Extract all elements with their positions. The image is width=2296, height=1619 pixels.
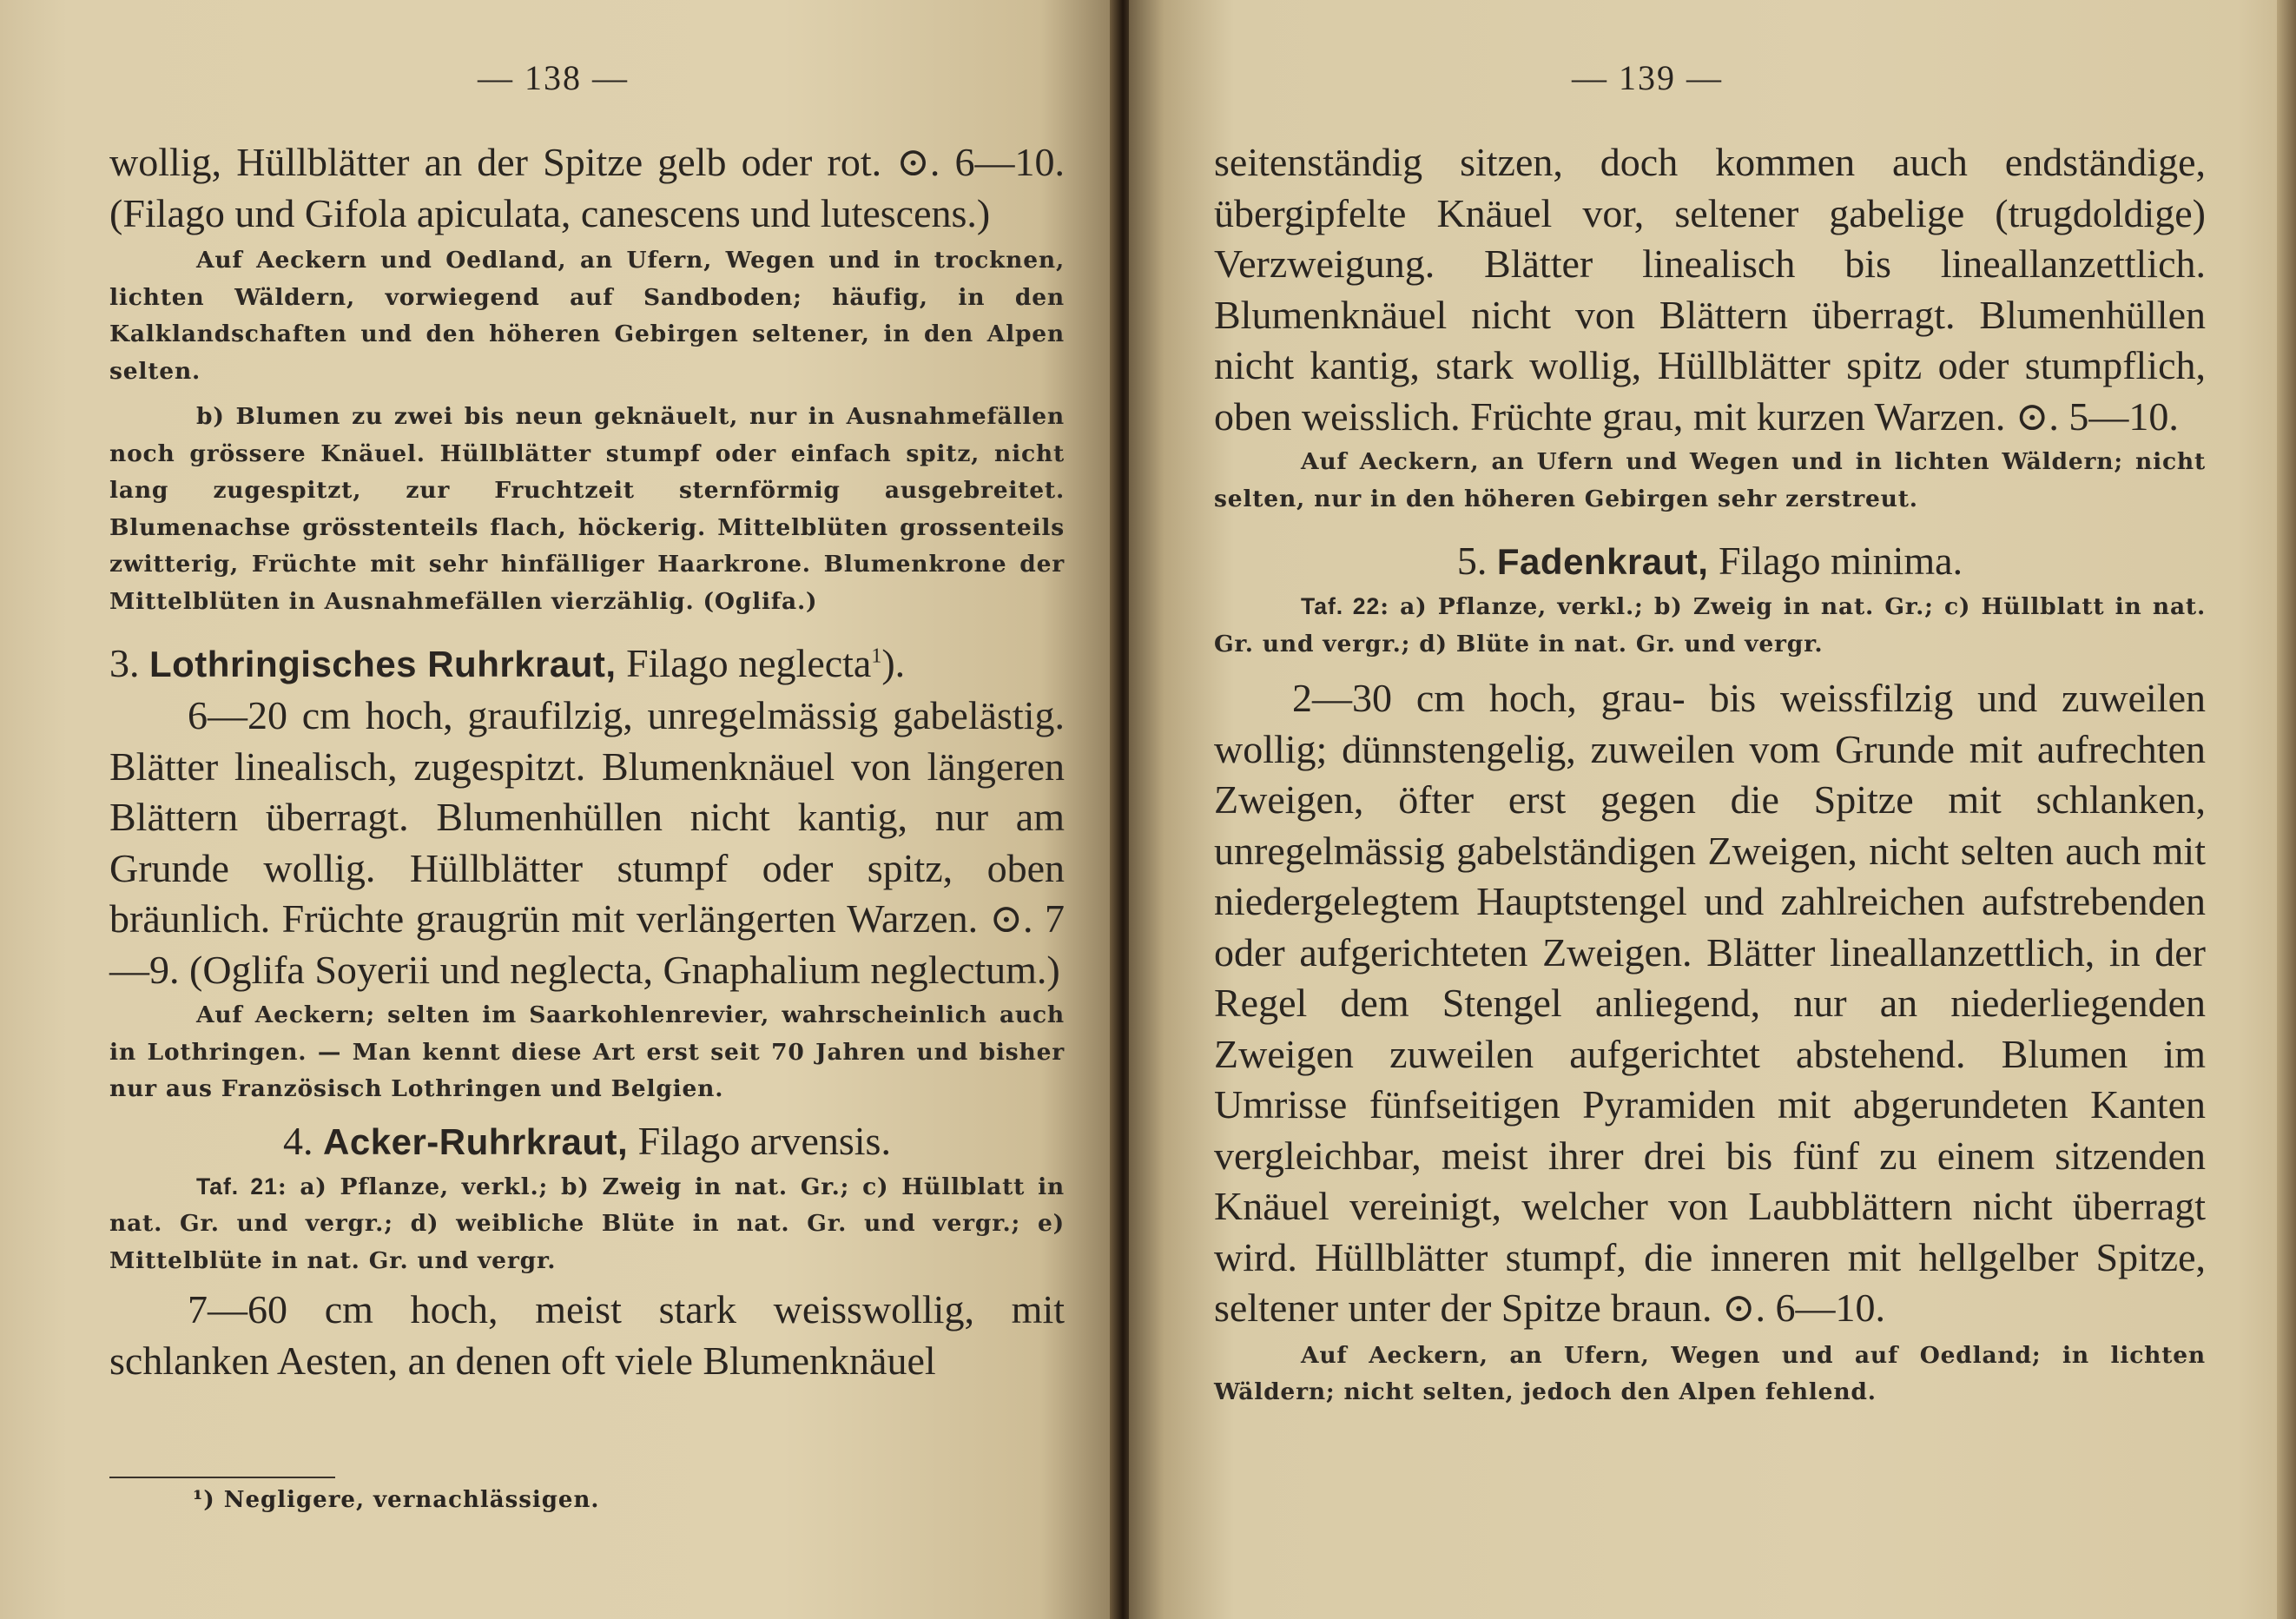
plate-reference (109, 1168, 1065, 1280)
footnote-rule (109, 1477, 335, 1478)
footnote-block (109, 1487, 1065, 1513)
species-number: 3. (109, 641, 140, 685)
habitat-note: Auf Aeckern und Oedland, an Ufern, Wegen und in trocknen, lichten Wäldern, vorwiegend auf Sandboden; häufig, in den Kalklandschaften und den höheren Gebirgen seltener, in den Alpen selten. (109, 247, 1065, 385)
left-page (0, 0, 1118, 1619)
section-description: b) Blumen zu zwei bis neun geknäuelt, nur in Ausnahmefällen noch grössere Knäuel. Hüllblätter stumpf oder einfach spitz, nicht lang zugespitzt, zur Fruchtzeit sternförmig ausgebreitet. Blumenachse grösstenteils flach, höckerig. Mittelblüten grossenteils zwitterig, Früchte mit sehr hinfälliger Haarkrone. Blumenkrone der Mittelblüten in Ausnahmefällen vierzählig. (Oglifa.) (109, 403, 1065, 615)
plate-label: Taf. 22 (1301, 593, 1381, 619)
footnote: ¹) Negligere, vernachlässigen. (193, 1487, 600, 1513)
plate-description: : a) Pflanze, verkl.; b) Zweig in nat. Gr.; c) Hüllblatt in nat. Gr. und vergr.; d) weibliche Blüte in nat. Gr. und vergr.; e) Mittelblüte in nat. Gr. und vergr. (109, 1173, 1066, 1274)
body-paragraph: seitenständig sitzen, doch kommen auch endständige, übergipfelte Knäuel vor, seltener gabelige (trugdoldige) Verzweigung. Blätter linealisch bis lineallanzettlich. Blumenknäuel nicht von Blättern überragt. Blumenhüllen nicht kantig, stark wollig, Hüllblätter spitz oder stumpflich, oben weisslich. Früchte grau, mit kurzen Warzen. ⊙. 5—10. (1214, 140, 2206, 439)
page-number: — 138 — (478, 58, 629, 97)
species-common-name: Fadenkraut, (1496, 541, 1709, 582)
right-page-text (1214, 137, 2206, 1411)
body-paragraph: 2—30 cm hoch, grau- bis weissfilzig und zuweilen wollig; dünnstengelig, zuweilen vom Grunde mit aufrechten Zweigen, öfter erst gegen die Spitze mit schlanken, unregelmässig gabelständigen Zweigen, nicht selten auch mit niedergelegtem Hauptstengel und zahlreichen aufstrebenden oder aufgerichteten Zweigen. Blätter lineallanzettlich, in der Regel dem Stengel anliegend, nur an niederliegenden Zweigen zuweilen aufgerichtet abstehend. Blumen im Umrisse fünfseitigen Pyramiden mit abgerundeten Kanten vergleichbar, meist ihrer drei bis fünf zu einem sitzenden Knäuel vereinigt, welcher von Laubblättern nicht überragt wird. Hüllblätter stumpf, die inneren mit hellgelber Spitze, seltener unter der Spitze braun. ⊙. 6—10. (1214, 676, 2206, 1330)
right-page (1129, 0, 2296, 1619)
species-heading (1214, 535, 2206, 588)
species-heading (109, 638, 1065, 691)
page-edge (2277, 0, 2296, 1619)
species-number: 5. (1456, 539, 1488, 583)
plate-reference (1214, 588, 2206, 663)
footnote-mark: 1 (871, 644, 882, 668)
heading-punctuation: ). (881, 641, 906, 685)
species-common-name: Acker-Ruhrkraut, (323, 1120, 629, 1162)
species-latin-name: Filago neglecta (626, 641, 872, 685)
species-latin-name: Filago minima. (1718, 539, 1963, 583)
body-paragraph: 7—60 cm hoch, meist stark weisswollig, mit schlanken Aesten, an denen oft viele Blumenknäuel (109, 1287, 1065, 1383)
plate-label: Taf. 21 (196, 1173, 278, 1199)
plate-description: : a) Pflanze, verkl.; b) Zweig in nat. Gr.; c) Hüllblatt in nat. Gr. und vergr.; d) Blüte in nat. Gr. und vergr. (1214, 593, 2206, 658)
body-paragraph: 6—20 cm hoch, graufilzig, unregelmässig gabelästig. Blätter linealisch, zugespitzt. Blumenknäuel von längeren Blättern überragt. Blumenhüllen nicht kantig, nur am Grunde wollig. Hüllblätter stumpf oder spitz, oben bräunlich. Früchte graugrün mit verlängerten Warzen. ⊙. 7—9. (Oglifa Soyerii und neglecta, Gnaphalium neglectum.) (109, 693, 1065, 992)
habitat-note: Auf Aeckern, an Ufern, Wegen und auf Oedland; in lichten Wäldern; nicht selten, jedoch den Alpen fehlend. (1214, 1341, 2206, 1405)
page-number: — 139 — (1572, 58, 1723, 97)
species-number: 4. (283, 1118, 313, 1163)
left-page-text (109, 137, 1065, 1386)
habitat-note: Auf Aeckern; selten im Saarkohlenrevier, wahrscheinlich auch in Lothringen. — Man kennt diese Art erst seit 70 Jahren und bisher nur aus Französisch Lothringen und Belgien. (109, 1001, 1065, 1102)
species-common-name: Lothringisches Ruhrkraut, (149, 644, 617, 684)
body-paragraph: wollig, Hüllblätter an der Spitze gelb oder rot. ⊙. 6—10. (Filago und Gifola apiculata, canescens und lutescens.) (109, 140, 1065, 235)
species-heading (109, 1115, 1065, 1168)
habitat-note: Auf Aeckern, an Ufern und Wegen und in lichten Wäldern; nicht selten, nur in den höheren Gebirgen sehr zerstreut. (1214, 448, 2206, 512)
species-latin-name: Filago arvensis. (637, 1118, 891, 1163)
